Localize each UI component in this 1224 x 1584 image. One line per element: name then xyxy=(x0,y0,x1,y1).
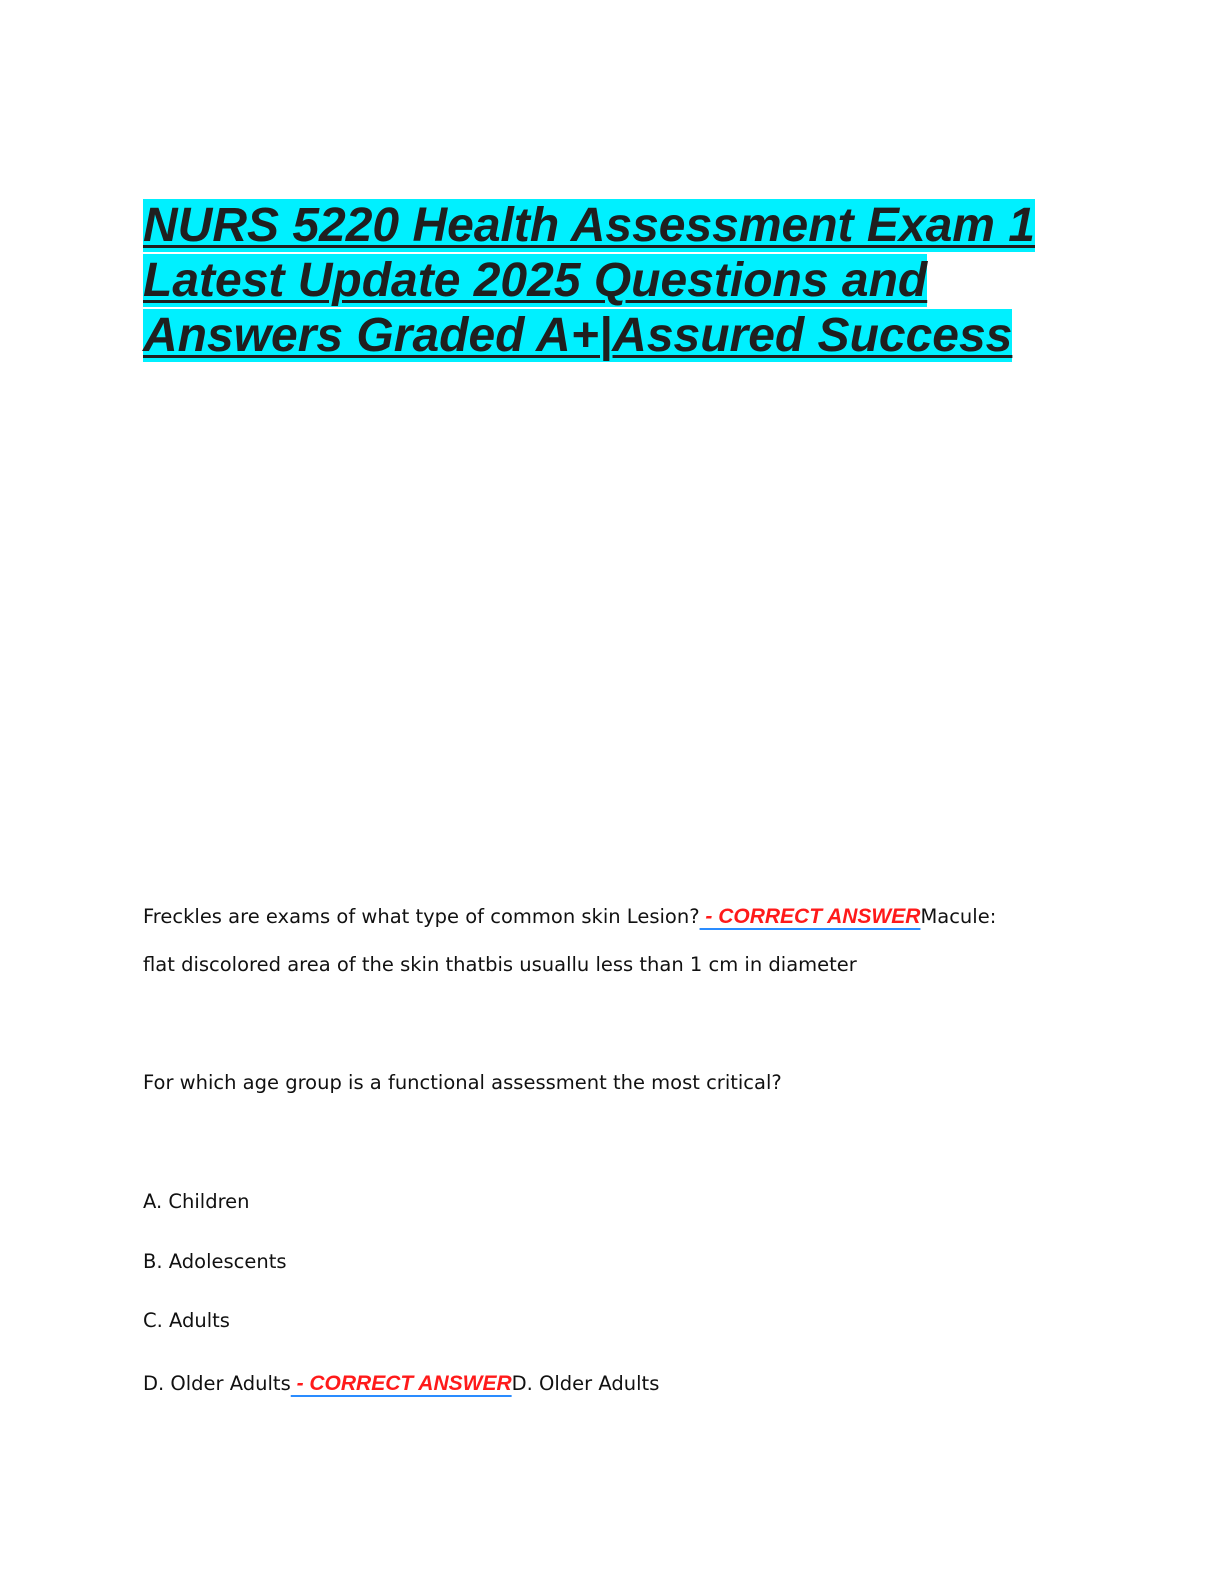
answer-2-text: D. Older Adults xyxy=(511,1372,660,1395)
title-line-2: Latest Update 2025 Questions and xyxy=(143,254,928,307)
title-line-1: NURS 5220 Health Assessment Exam 1 xyxy=(143,199,1035,252)
option-a: A. Children xyxy=(143,1190,250,1213)
correct-answer-label-2: - CORRECT ANSWER xyxy=(290,1372,512,1395)
answer-1-part-2: flat discolored area of the skin thatbis usuallu less than 1 cm in diameter xyxy=(143,953,857,976)
question-1 xyxy=(143,905,996,929)
document-title xyxy=(143,198,1043,363)
option-d xyxy=(143,1372,659,1396)
question-2 xyxy=(143,1071,782,1095)
question-1-text: Freckles are exams of what type of common skin Lesion? xyxy=(143,905,700,928)
option-b: B. Adolescents xyxy=(143,1250,287,1273)
option-d-text: D. Older Adults xyxy=(143,1372,291,1395)
option-c: C. Adults xyxy=(143,1309,230,1332)
title-line-3: Answers Graded A+|Assured Success xyxy=(143,309,1013,362)
answer-1-part-1: Macule: xyxy=(920,905,997,928)
correct-answer-label-1: - CORRECT ANSWER xyxy=(699,905,921,928)
question-2-text: For which age group is a functional assessment the most critical? xyxy=(143,1071,782,1094)
answer-1-continuation xyxy=(143,953,857,977)
